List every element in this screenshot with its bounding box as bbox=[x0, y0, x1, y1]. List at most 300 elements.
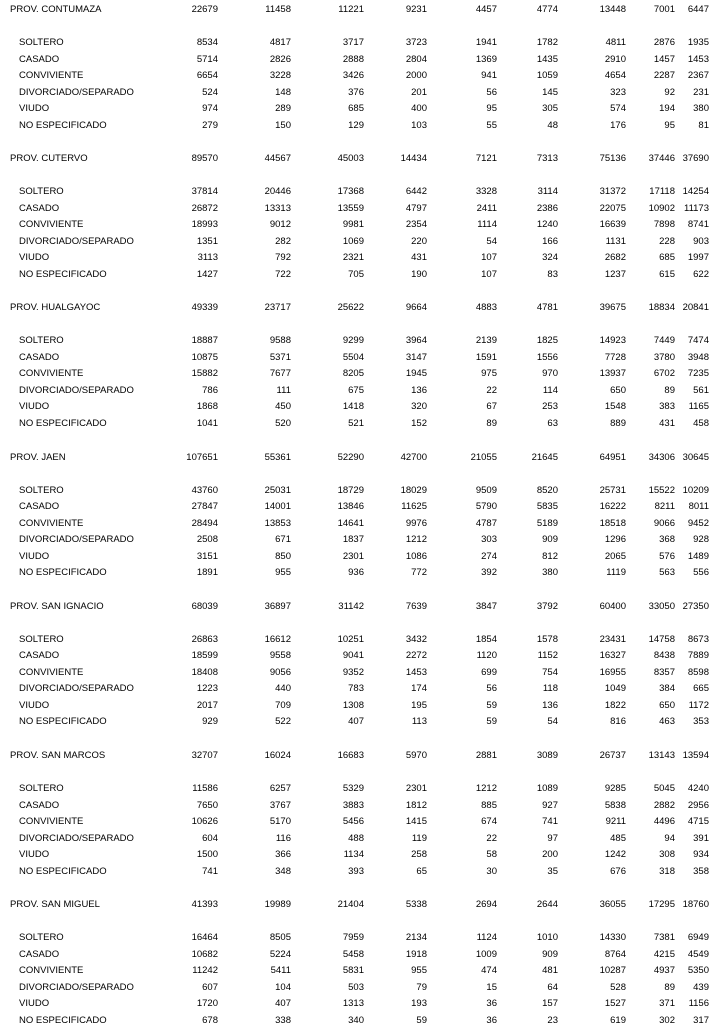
value-cell: 699 bbox=[481, 666, 497, 678]
value-cell: 9588 bbox=[269, 335, 291, 347]
value-cell: 308 bbox=[659, 849, 675, 860]
marital-status-label: DIVORCIADO/SEPARADO bbox=[19, 235, 134, 247]
value-cell: 3717 bbox=[342, 37, 364, 48]
value-cell: 7121 bbox=[475, 153, 497, 165]
value-cell: 1415 bbox=[405, 816, 427, 827]
value-cell: 7381 bbox=[653, 932, 675, 944]
value-cell: 13846 bbox=[337, 501, 364, 513]
value-cell: 1945 bbox=[405, 368, 427, 380]
value-cell: 11625 bbox=[401, 501, 427, 513]
value-cell: 1997 bbox=[687, 252, 709, 264]
value-cell: 2682 bbox=[604, 252, 626, 264]
value-cell: 5350 bbox=[687, 965, 709, 977]
value-cell: 16683 bbox=[337, 750, 364, 761]
marital-status-row bbox=[0, 86, 712, 100]
province-name: PROV. HUALGAYOC bbox=[10, 302, 101, 314]
value-cell: 7889 bbox=[687, 650, 709, 662]
value-cell: 3328 bbox=[475, 186, 497, 198]
value-cell: 522 bbox=[275, 716, 291, 728]
value-cell: 324 bbox=[542, 252, 558, 264]
marital-status-row bbox=[0, 865, 712, 879]
value-cell: 1086 bbox=[405, 550, 427, 562]
value-cell: 7639 bbox=[405, 600, 427, 612]
value-cell: 5338 bbox=[405, 899, 427, 911]
value-cell: 8764 bbox=[604, 948, 626, 960]
value-cell: 107 bbox=[481, 268, 497, 280]
marital-status-label: NO ESPECIFICADO bbox=[19, 417, 107, 429]
value-cell: 3792 bbox=[536, 600, 558, 612]
value-cell: 1212 bbox=[405, 534, 427, 546]
value-cell: 7898 bbox=[653, 219, 675, 231]
value-cell: 63 bbox=[547, 417, 558, 429]
value-cell: 4797 bbox=[405, 202, 427, 214]
value-cell: 231 bbox=[693, 86, 709, 98]
value-cell: 358 bbox=[693, 865, 709, 877]
marital-status-label: DIVORCIADO/SEPARADO bbox=[19, 683, 134, 695]
marital-status-row bbox=[0, 815, 712, 829]
value-cell: 20841 bbox=[682, 302, 709, 314]
value-cell: 49339 bbox=[191, 302, 218, 314]
value-cell: 150 bbox=[275, 119, 291, 131]
value-cell: 1049 bbox=[604, 683, 626, 695]
marital-status-row bbox=[0, 119, 712, 133]
province-total-row bbox=[0, 600, 712, 614]
value-cell: 89 bbox=[664, 384, 675, 396]
value-cell: 2644 bbox=[536, 899, 558, 911]
value-cell: 975 bbox=[481, 368, 497, 380]
value-cell: 741 bbox=[542, 816, 558, 827]
value-cell: 56 bbox=[486, 86, 497, 98]
value-cell: 7449 bbox=[653, 335, 675, 347]
value-cell: 1548 bbox=[604, 401, 626, 413]
value-cell: 3723 bbox=[405, 37, 427, 48]
marital-status-row bbox=[0, 649, 712, 663]
value-cell: 18599 bbox=[191, 650, 218, 662]
marital-status-row bbox=[0, 235, 712, 249]
value-cell: 2139 bbox=[475, 335, 497, 347]
value-cell: 39675 bbox=[599, 302, 626, 314]
value-cell: 4817 bbox=[269, 37, 291, 48]
value-cell: 366 bbox=[275, 849, 291, 860]
value-cell: 3964 bbox=[405, 335, 427, 347]
value-cell: 393 bbox=[348, 865, 364, 877]
value-cell: 2882 bbox=[653, 799, 675, 811]
value-cell: 576 bbox=[659, 550, 675, 562]
value-cell: 20446 bbox=[264, 186, 291, 198]
marital-status-row bbox=[0, 981, 712, 995]
marital-status-row bbox=[0, 53, 712, 67]
value-cell: 2881 bbox=[475, 750, 497, 761]
value-cell: 59 bbox=[486, 699, 497, 711]
marital-status-row bbox=[0, 202, 712, 216]
value-cell: 23431 bbox=[599, 633, 626, 645]
value-cell: 7677 bbox=[269, 368, 291, 380]
value-cell: 604 bbox=[202, 832, 218, 844]
value-cell: 6654 bbox=[196, 70, 218, 81]
value-cell: 1240 bbox=[536, 219, 558, 231]
value-cell: 650 bbox=[610, 384, 626, 396]
value-cell: 1165 bbox=[688, 401, 709, 413]
province-total-row bbox=[0, 3, 712, 17]
marital-status-row bbox=[0, 997, 712, 1011]
value-cell: 14254 bbox=[682, 186, 709, 198]
value-cell: 685 bbox=[659, 252, 675, 264]
value-cell: 89 bbox=[486, 417, 497, 429]
value-cell: 45003 bbox=[337, 153, 364, 165]
value-cell: 5189 bbox=[536, 517, 558, 529]
value-cell: 103 bbox=[411, 119, 427, 131]
value-cell: 450 bbox=[275, 401, 291, 413]
value-cell: 1059 bbox=[536, 70, 558, 81]
value-cell: 1009 bbox=[475, 948, 497, 960]
value-cell: 5835 bbox=[536, 501, 558, 513]
value-cell: 27847 bbox=[191, 501, 218, 513]
marital-status-row bbox=[0, 633, 712, 647]
marital-status-label: CONVIVIENTE bbox=[19, 517, 84, 529]
value-cell: 22075 bbox=[599, 202, 626, 214]
value-cell: 4883 bbox=[475, 302, 497, 314]
value-cell: 21404 bbox=[337, 899, 364, 911]
value-cell: 190 bbox=[411, 268, 427, 280]
value-cell: 3780 bbox=[653, 351, 675, 363]
value-cell: 3847 bbox=[475, 600, 497, 612]
value-cell: 974 bbox=[202, 103, 218, 114]
marital-status-row bbox=[0, 185, 712, 199]
marital-status-label: CONVIVIENTE bbox=[19, 816, 84, 827]
value-cell: 23 bbox=[547, 1014, 558, 1026]
value-cell: 1720 bbox=[196, 998, 218, 1010]
value-cell: 107651 bbox=[186, 451, 218, 463]
value-cell: 3151 bbox=[196, 550, 218, 562]
value-cell: 338 bbox=[275, 1014, 291, 1026]
province-name: PROV. SAN IGNACIO bbox=[10, 600, 104, 612]
value-cell: 10251 bbox=[337, 633, 364, 645]
value-cell: 18760 bbox=[682, 899, 709, 911]
value-cell: 11221 bbox=[338, 4, 364, 15]
value-cell: 279 bbox=[202, 119, 218, 131]
value-cell: 75136 bbox=[599, 153, 626, 165]
value-cell: 220 bbox=[411, 235, 427, 247]
value-cell: 7650 bbox=[196, 799, 218, 811]
value-cell: 16612 bbox=[264, 633, 291, 645]
value-cell: 9452 bbox=[687, 517, 709, 529]
value-cell: 816 bbox=[610, 716, 626, 728]
marital-status-label: DIVORCIADO/SEPARADO bbox=[19, 832, 134, 844]
marital-status-label: VIUDO bbox=[19, 699, 50, 711]
value-cell: 54 bbox=[486, 235, 497, 247]
value-cell: 812 bbox=[542, 550, 558, 562]
province-name: PROV. CUTERVO bbox=[10, 153, 88, 165]
value-cell: 353 bbox=[693, 716, 709, 728]
value-cell: 92 bbox=[664, 86, 675, 98]
value-cell: 520 bbox=[275, 417, 291, 429]
province-name: PROV. JAEN bbox=[10, 451, 66, 463]
value-cell: 41393 bbox=[191, 899, 218, 911]
value-cell: 21055 bbox=[470, 451, 497, 463]
value-cell: 678 bbox=[202, 1014, 218, 1026]
value-cell: 4715 bbox=[687, 816, 709, 827]
value-cell: 1578 bbox=[536, 633, 558, 645]
value-cell: 6257 bbox=[269, 783, 291, 794]
value-cell: 5329 bbox=[342, 783, 364, 794]
value-cell: 5714 bbox=[196, 53, 218, 65]
marital-status-row bbox=[0, 334, 712, 348]
value-cell: 2826 bbox=[269, 53, 291, 65]
value-cell: 18993 bbox=[191, 219, 218, 231]
marital-status-row bbox=[0, 351, 712, 365]
value-cell: 31372 bbox=[599, 186, 626, 198]
value-cell: 8598 bbox=[687, 666, 709, 678]
value-cell: 18887 bbox=[191, 335, 218, 347]
value-cell: 7001 bbox=[653, 4, 675, 15]
value-cell: 1435 bbox=[536, 53, 558, 65]
value-cell: 64 bbox=[547, 981, 558, 993]
value-cell: 30645 bbox=[682, 451, 709, 463]
value-cell: 1237 bbox=[604, 268, 626, 280]
value-cell: 14758 bbox=[648, 633, 675, 645]
value-cell: 34306 bbox=[648, 451, 675, 463]
marital-status-label: VIUDO bbox=[19, 849, 50, 860]
marital-status-row bbox=[0, 832, 712, 846]
value-cell: 6702 bbox=[653, 368, 675, 380]
value-cell: 52290 bbox=[337, 451, 364, 463]
value-cell: 376 bbox=[348, 86, 364, 98]
value-cell: 1935 bbox=[687, 37, 709, 48]
value-cell: 201 bbox=[411, 86, 427, 98]
marital-status-label: SOLTERO bbox=[19, 335, 64, 347]
value-cell: 1457 bbox=[653, 53, 675, 65]
value-cell: 228 bbox=[659, 235, 675, 247]
value-cell: 3114 bbox=[537, 186, 558, 198]
value-cell: 1351 bbox=[196, 235, 218, 247]
value-cell: 3432 bbox=[405, 633, 427, 645]
value-cell: 2876 bbox=[653, 37, 675, 48]
value-cell: 929 bbox=[202, 716, 218, 728]
value-cell: 709 bbox=[275, 699, 291, 711]
marital-status-row bbox=[0, 36, 712, 50]
value-cell: 1854 bbox=[475, 633, 497, 645]
value-cell: 3948 bbox=[687, 351, 709, 363]
value-cell: 368 bbox=[659, 534, 675, 546]
marital-status-label: DIVORCIADO/SEPARADO bbox=[19, 534, 134, 546]
marital-status-label: CASADO bbox=[19, 202, 60, 214]
value-cell: 5456 bbox=[342, 816, 364, 827]
value-cell: 4215 bbox=[653, 948, 675, 960]
value-cell: 524 bbox=[202, 86, 218, 98]
marital-status-row bbox=[0, 367, 712, 381]
value-cell: 97 bbox=[547, 832, 558, 844]
value-cell: 17118 bbox=[649, 186, 675, 198]
value-cell: 4654 bbox=[604, 70, 626, 81]
value-cell: 1591 bbox=[475, 351, 497, 363]
value-cell: 22679 bbox=[191, 4, 218, 15]
value-cell: 574 bbox=[610, 103, 626, 114]
value-cell: 675 bbox=[348, 384, 364, 396]
value-cell: 18834 bbox=[648, 302, 675, 314]
value-cell: 19989 bbox=[264, 899, 291, 911]
value-cell: 8520 bbox=[536, 484, 558, 496]
value-cell: 60400 bbox=[599, 600, 626, 612]
value-cell: 1172 bbox=[688, 699, 709, 711]
value-cell: 136 bbox=[411, 384, 427, 396]
value-cell: 89570 bbox=[191, 153, 218, 165]
value-cell: 79 bbox=[416, 981, 427, 993]
value-cell: 741 bbox=[202, 865, 218, 877]
value-cell: 323 bbox=[610, 86, 626, 98]
value-cell: 95 bbox=[664, 119, 675, 131]
value-cell: 9211 bbox=[605, 816, 626, 827]
value-cell: 407 bbox=[275, 998, 291, 1010]
value-cell: 18518 bbox=[599, 517, 626, 529]
marital-status-label: VIUDO bbox=[19, 103, 50, 114]
value-cell: 619 bbox=[610, 1014, 626, 1026]
marital-status-label: NO ESPECIFICADO bbox=[19, 716, 107, 728]
value-cell: 786 bbox=[202, 384, 218, 396]
value-cell: 104 bbox=[275, 981, 291, 993]
value-cell: 1296 bbox=[604, 534, 626, 546]
marital-status-label: SOLTERO bbox=[19, 484, 64, 496]
marital-status-row bbox=[0, 931, 712, 945]
value-cell: 384 bbox=[659, 683, 675, 695]
value-cell: 282 bbox=[275, 235, 291, 247]
value-cell: 5504 bbox=[342, 351, 364, 363]
value-cell: 8205 bbox=[342, 368, 364, 380]
value-cell: 18408 bbox=[191, 666, 218, 678]
value-cell: 1782 bbox=[536, 37, 558, 48]
marital-status-label: VIUDO bbox=[19, 401, 50, 413]
value-cell: 2910 bbox=[604, 53, 626, 65]
value-cell: 13448 bbox=[599, 4, 626, 15]
value-cell: 26872 bbox=[191, 202, 218, 214]
value-cell: 885 bbox=[481, 799, 497, 811]
marital-status-row bbox=[0, 268, 712, 282]
value-cell: 889 bbox=[610, 417, 626, 429]
value-cell: 5831 bbox=[342, 965, 364, 977]
value-cell: 4811 bbox=[605, 37, 626, 48]
value-cell: 722 bbox=[275, 268, 291, 280]
value-cell: 14001 bbox=[264, 501, 291, 513]
marital-status-label: NO ESPECIFICADO bbox=[19, 567, 107, 579]
value-cell: 166 bbox=[542, 235, 558, 247]
marital-status-label: SOLTERO bbox=[19, 633, 64, 645]
marital-status-label: NO ESPECIFICADO bbox=[19, 268, 107, 280]
value-cell: 274 bbox=[481, 550, 497, 562]
value-cell: 33050 bbox=[648, 600, 675, 612]
marital-status-row bbox=[0, 666, 712, 680]
value-cell: 3883 bbox=[342, 799, 364, 811]
marital-status-row bbox=[0, 384, 712, 398]
marital-status-row bbox=[0, 500, 712, 514]
value-cell: 5411 bbox=[270, 965, 291, 977]
value-cell: 1242 bbox=[604, 849, 626, 860]
value-cell: 305 bbox=[542, 103, 558, 114]
value-cell: 1114 bbox=[477, 219, 497, 231]
marital-status-row bbox=[0, 251, 712, 265]
value-cell: 317 bbox=[693, 1014, 709, 1026]
value-cell: 16327 bbox=[599, 650, 626, 662]
value-cell: 2386 bbox=[536, 202, 558, 214]
value-cell: 253 bbox=[542, 401, 558, 413]
value-cell: 157 bbox=[542, 998, 558, 1010]
value-cell: 474 bbox=[481, 965, 497, 977]
value-cell: 22 bbox=[486, 384, 497, 396]
value-cell: 17295 bbox=[648, 899, 675, 911]
value-cell: 2287 bbox=[653, 70, 675, 81]
value-cell: 31142 bbox=[338, 600, 364, 612]
value-cell: 7959 bbox=[342, 932, 364, 944]
marital-status-row bbox=[0, 1014, 712, 1028]
value-cell: 607 bbox=[202, 981, 218, 993]
province-total-row bbox=[0, 749, 712, 763]
marital-status-label: DIVORCIADO/SEPARADO bbox=[19, 86, 134, 98]
value-cell: 35 bbox=[547, 865, 558, 877]
value-cell: 11173 bbox=[683, 202, 709, 214]
value-cell: 650 bbox=[659, 699, 675, 711]
value-cell: 13313 bbox=[264, 202, 291, 214]
value-cell: 27350 bbox=[682, 600, 709, 612]
value-cell: 25622 bbox=[337, 302, 364, 314]
value-cell: 9299 bbox=[342, 335, 364, 347]
value-cell: 5045 bbox=[653, 783, 675, 794]
value-cell: 2888 bbox=[342, 53, 364, 65]
value-cell: 55361 bbox=[264, 451, 291, 463]
marital-status-label: VIUDO bbox=[19, 550, 50, 562]
marital-status-row bbox=[0, 550, 712, 564]
value-cell: 1010 bbox=[536, 932, 558, 944]
value-cell: 1041 bbox=[196, 417, 218, 429]
value-cell: 4774 bbox=[536, 4, 558, 15]
province-name: PROV. SAN MARCOS bbox=[10, 750, 106, 761]
value-cell: 16024 bbox=[264, 750, 291, 761]
value-cell: 7474 bbox=[687, 335, 709, 347]
marital-status-row bbox=[0, 799, 712, 813]
value-cell: 36897 bbox=[264, 600, 291, 612]
value-cell: 2134 bbox=[405, 932, 427, 944]
value-cell: 17368 bbox=[337, 186, 364, 198]
value-cell: 1489 bbox=[687, 550, 709, 562]
value-cell: 4787 bbox=[475, 517, 497, 529]
value-cell: 11242 bbox=[192, 965, 218, 977]
value-cell: 23717 bbox=[264, 302, 291, 314]
value-cell: 8741 bbox=[687, 219, 709, 231]
value-cell: 1427 bbox=[196, 268, 218, 280]
value-cell: 934 bbox=[693, 849, 709, 860]
value-cell: 676 bbox=[610, 865, 626, 877]
value-cell: 1313 bbox=[342, 998, 364, 1010]
value-cell: 6447 bbox=[687, 4, 709, 15]
value-cell: 2000 bbox=[405, 70, 427, 81]
value-cell: 6949 bbox=[687, 932, 709, 944]
value-cell: 113 bbox=[411, 716, 427, 728]
value-cell: 81 bbox=[698, 119, 709, 131]
value-cell: 2017 bbox=[196, 699, 218, 711]
value-cell: 400 bbox=[411, 103, 427, 114]
value-cell: 145 bbox=[542, 86, 558, 98]
value-cell: 10626 bbox=[191, 816, 218, 827]
value-cell: 68039 bbox=[191, 600, 218, 612]
value-cell: 458 bbox=[693, 417, 709, 429]
value-cell: 1212 bbox=[475, 783, 497, 794]
marital-status-label: NO ESPECIFICADO bbox=[19, 865, 107, 877]
value-cell: 1418 bbox=[342, 401, 364, 413]
value-cell: 440 bbox=[275, 683, 291, 695]
value-cell: 4781 bbox=[536, 302, 558, 314]
value-cell: 83 bbox=[547, 268, 558, 280]
value-cell: 1120 bbox=[476, 650, 497, 662]
value-cell: 16222 bbox=[599, 501, 626, 513]
value-cell: 671 bbox=[275, 534, 291, 546]
value-cell: 174 bbox=[411, 683, 427, 695]
